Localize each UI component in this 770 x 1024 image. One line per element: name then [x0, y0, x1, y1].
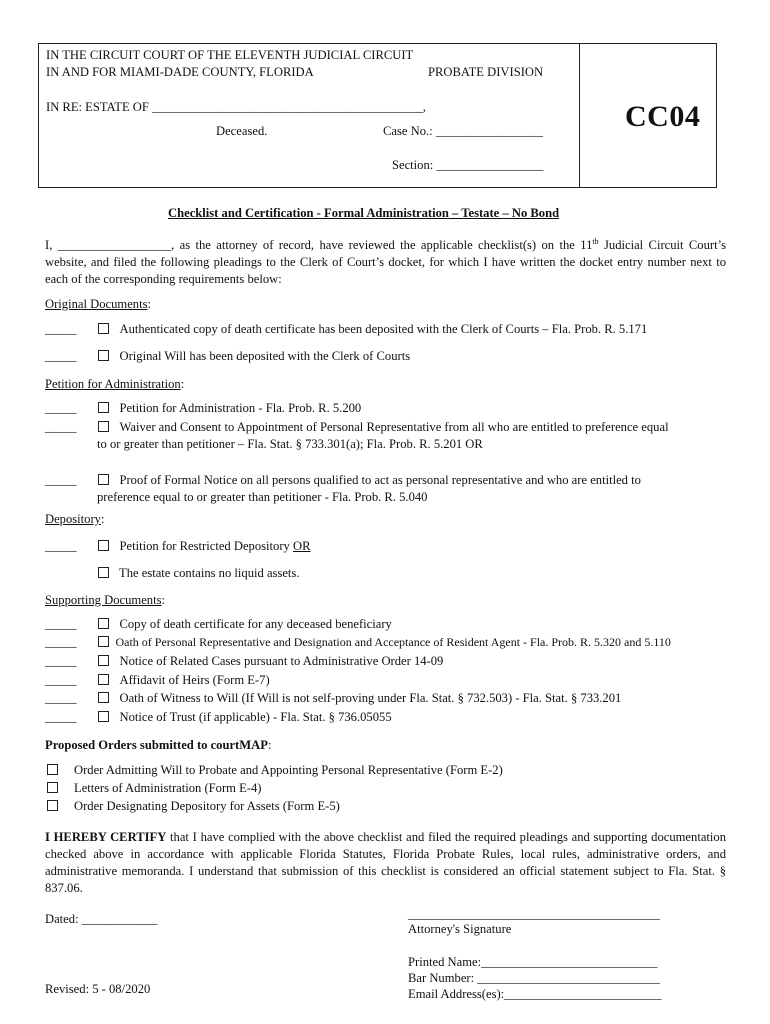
certification-paragraph: [45, 829, 726, 897]
docket-entry-blank[interactable]: _____: [45, 635, 77, 649]
supporting-heading: Supporting Documents:: [45, 593, 165, 607]
checkbox[interactable]: [47, 782, 58, 793]
docket-entry-blank[interactable]: _____: [45, 710, 77, 724]
docket-entry-blank[interactable]: _____: [45, 473, 77, 487]
checkbox[interactable]: [98, 711, 109, 722]
proposed-orders-heading: Proposed Orders submitted to courtMAP:: [45, 738, 272, 752]
dated-field[interactable]: Dated: ____________: [45, 912, 158, 926]
checkbox[interactable]: [98, 402, 109, 413]
checkbox[interactable]: [98, 421, 109, 432]
case-number-field[interactable]: Case No.: _________________: [383, 124, 543, 138]
certify-lead: I HEREBY CERTIFY: [45, 830, 167, 844]
docket-entry-blank[interactable]: _____: [45, 401, 77, 415]
docket-entry-blank[interactable]: _____: [45, 617, 77, 631]
checkbox[interactable]: [98, 692, 109, 703]
certify-text: that I have complied with the above checklist and filed the required pleadings and supporting documentation checked above in accordance with applicable Florida Statutes, Florida Probate Rules, local rules, administrative orders, and administrative memoranda. I understand that submission of this checklist is considered an official statement subject to Fla. Stat. § 837.06.: [45, 830, 727, 895]
signature-line[interactable]: ________________________________________: [408, 907, 660, 921]
supporting-item[interactable]: _____ Affidavit of Heirs (Form E-7): [45, 673, 270, 687]
docket-entry-blank[interactable]: _____: [45, 349, 77, 363]
docket-entry-blank[interactable]: _____: [45, 691, 77, 705]
depository-item-1[interactable]: _____ Petition for Restricted Depository OR: [45, 539, 311, 553]
email-field[interactable]: Email Address(es):_________________________: [408, 987, 662, 1001]
petition-item-2[interactable]: _____ Waiver and Consent to Appointment of Personal Representative from all who are entitled to preference equal: [45, 420, 669, 434]
docket-entry-blank[interactable]: _____: [45, 420, 77, 434]
checkbox[interactable]: [98, 567, 109, 578]
document-title: Checklist and Certification - Formal Administration – Testate – No Bond: [168, 206, 560, 220]
revision-label: Revised: 5 - 08/2020: [45, 982, 151, 996]
docket-entry-blank[interactable]: _____: [45, 322, 77, 336]
or-label: OR: [292, 539, 311, 553]
docket-entry-blank[interactable]: _____: [45, 673, 77, 687]
court-line-2: IN AND FOR MIAMI-DADE COUNTY, FLORIDA: [46, 65, 314, 79]
petition-item-1[interactable]: _____ Petition for Administration - Fla. Prob. R. 5.200: [45, 401, 362, 415]
depository-item-2[interactable]: The estate contains no liquid assets.: [98, 566, 299, 581]
supporting-item[interactable]: _____ Oath of Personal Representative and Designation and Acceptance of Resident Agent - Fla. Prob. R. 5.320 and 5.110: [45, 635, 671, 649]
signature-label: Attorney's Signature: [408, 922, 512, 936]
estate-of-line[interactable]: IN RE: ESTATE OF ___________________________________________,: [46, 100, 426, 114]
bar-number-field[interactable]: Bar Number: _____________________________: [408, 971, 660, 985]
supporting-item[interactable]: _____ Notice of Related Cases pursuant to Administrative Order 14-09: [45, 654, 444, 668]
supporting-item[interactable]: _____ Oath of Witness to Will (If Will is not self-proving under Fla. Stat. § 732.503) - Fla. Stat. § 733.201: [45, 691, 622, 705]
supporting-item[interactable]: _____ Notice of Trust (if applicable) - Fla. Stat. § 736.05055: [45, 710, 392, 724]
checkbox[interactable]: [98, 618, 109, 629]
intro-text-start: I, __________________, as the attorney of record, have reviewed the applicable checklist(s) on the 11: [45, 238, 593, 253]
original-item-1[interactable]: _____ Authenticated copy of death certificate has been deposited with the Clerk of Courts – Fla. Prob. R. 5.171: [45, 322, 648, 336]
checkbox[interactable]: [98, 655, 109, 666]
depository-heading: Depository:: [45, 512, 105, 526]
intro-superscript: th: [592, 237, 599, 246]
section-field[interactable]: Section: _________________: [392, 158, 544, 172]
checkbox[interactable]: [98, 636, 109, 647]
checkbox[interactable]: [47, 764, 58, 775]
petition-item-3-cont: preference equal to or greater than petitioner - Fla. Prob. R. 5.040: [97, 490, 428, 504]
checkbox[interactable]: [98, 350, 109, 361]
docket-entry-blank[interactable]: _____: [45, 539, 77, 553]
petition-heading: Petition for Administration:: [45, 377, 185, 391]
docket-entry-blank[interactable]: _____: [45, 654, 77, 668]
petition-item-3[interactable]: _____ Proof of Formal Notice on all persons qualified to act as personal representative and who are entitled to: [45, 473, 641, 487]
division-label: PROBATE DIVISION: [428, 65, 544, 79]
supporting-item[interactable]: _____ Copy of death certificate for any deceased beneficiary: [45, 617, 392, 631]
court-line-1: IN THE CIRCUIT COURT OF THE ELEVENTH JUDICIAL CIRCUIT: [46, 48, 414, 62]
petition-item-2-cont: to or greater than petitioner – Fla. Stat. § 733.301(a); Fla. Prob. R. 5.201 OR: [97, 437, 483, 451]
deceased-label: Deceased.: [216, 124, 268, 138]
checkbox[interactable]: [98, 540, 109, 551]
intro-text-rest: Judicial Circuit Court’s website, and filed the following pleadings to the Clerk of Court’s docket, for which I have written the docket entry number next to each of the corresponding requirements below:: [45, 238, 726, 287]
printed-name-field[interactable]: Printed Name:____________________________: [408, 955, 658, 969]
checkbox[interactable]: [98, 323, 109, 334]
checkbox[interactable]: [98, 674, 109, 685]
order-item[interactable]: Order Admitting Will to Probate and Appointing Personal Representative (Form E-2): [47, 763, 503, 778]
checkbox[interactable]: [98, 474, 109, 485]
checkbox[interactable]: [47, 800, 58, 811]
order-item[interactable]: Order Designating Depository for Assets (Form E-5): [47, 799, 340, 814]
intro-paragraph: [45, 233, 726, 288]
original-item-2[interactable]: _____ Original Will has been deposited with the Clerk of Courts: [45, 349, 411, 363]
order-item[interactable]: Letters of Administration (Form E-4): [47, 781, 261, 796]
form-code: CC04: [625, 100, 701, 133]
original-documents-heading: Original Documents:: [45, 297, 151, 311]
